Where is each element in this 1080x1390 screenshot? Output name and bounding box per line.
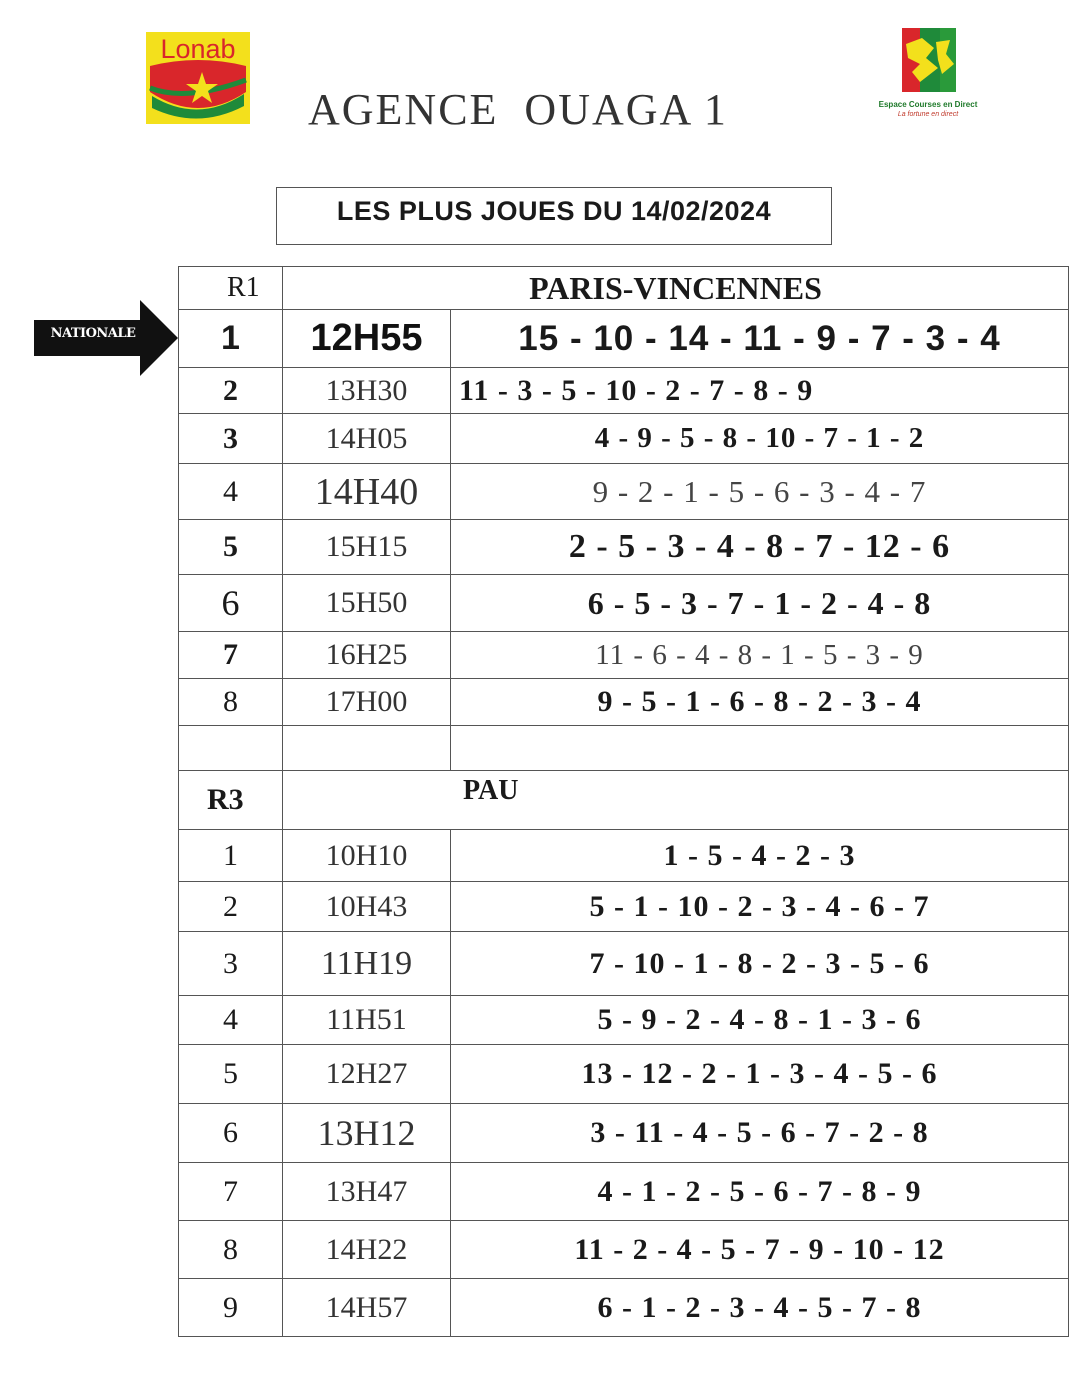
reunion-header-r1 (179, 267, 1069, 310)
race-time: 10H10 (283, 830, 451, 882)
nationale-label: NATIONALE (50, 326, 136, 341)
results-table (178, 266, 1069, 1337)
race-combination: 4 - 1 - 2 - 5 - 6 - 7 - 8 - 9 (451, 1163, 1069, 1221)
race-time: 14H05 (283, 414, 451, 464)
race-combination: 9 - 2 - 1 - 5 - 6 - 3 - 4 - 7 (451, 464, 1069, 520)
table-row (179, 464, 1069, 520)
race-number: 7 (179, 632, 283, 679)
espace-courses-tagline: La fortune en direct (897, 111, 959, 118)
race-combination: 11 - 6 - 4 - 8 - 1 - 5 - 3 - 9 (451, 632, 1069, 679)
reunion-label: R3 (179, 771, 283, 830)
race-combination: 5 - 9 - 2 - 4 - 8 - 1 - 3 - 6 (451, 996, 1069, 1045)
race-combination: 5 - 1 - 10 - 2 - 3 - 4 - 6 - 7 (451, 882, 1069, 932)
race-time: 13H47 (283, 1163, 451, 1221)
table-row (179, 368, 1069, 414)
agency-title: AGENCE OUAGA 1 (308, 85, 728, 134)
table-row (179, 1104, 1069, 1163)
race-number: 4 (179, 464, 283, 520)
reunion-header-r3 (179, 771, 1069, 830)
race-combination: 1 - 5 - 4 - 2 - 3 (451, 830, 1069, 882)
race-number: 6 (179, 1104, 283, 1163)
table-row (179, 996, 1069, 1045)
race-time: 10H43 (283, 882, 451, 932)
race-number: 2 (179, 368, 283, 414)
race-combination: 9 - 5 - 1 - 6 - 8 - 2 - 3 - 4 (451, 679, 1069, 726)
track-name: PARIS-VINCENNES (283, 267, 1069, 310)
blank-row (179, 726, 1069, 771)
table-row (179, 1221, 1069, 1279)
race-time: 14H40 (283, 464, 451, 520)
race-number: 7 (179, 1163, 283, 1221)
table-row (179, 679, 1069, 726)
race-time: 12H27 (283, 1045, 451, 1104)
table-row (179, 1045, 1069, 1104)
table-row (179, 414, 1069, 464)
race-number: 9 (179, 1279, 283, 1337)
table-row (179, 575, 1069, 632)
blank-cell (451, 726, 1069, 771)
race-time: 15H50 (283, 575, 451, 632)
espace-courses-logo (876, 24, 980, 124)
table-row (179, 520, 1069, 575)
race-time: 12H55 (283, 310, 451, 368)
lonab-logo (146, 32, 250, 124)
race-combination: 7 - 10 - 1 - 8 - 2 - 3 - 5 - 6 (451, 932, 1069, 996)
table-row (179, 932, 1069, 996)
race-time: 17H00 (283, 679, 451, 726)
race-number: 5 (179, 1045, 283, 1104)
race-combination: 3 - 11 - 4 - 5 - 6 - 7 - 2 - 8 (451, 1104, 1069, 1163)
race-combination: 6 - 5 - 3 - 7 - 1 - 2 - 4 - 8 (451, 575, 1069, 632)
espace-courses-logo-icon (876, 24, 980, 100)
race-number: 3 (179, 932, 283, 996)
race-number: 6 (179, 575, 283, 632)
race-time: 15H15 (283, 520, 451, 575)
blank-cell (283, 726, 451, 771)
race-combination: 15 - 10 - 14 - 11 - 9 - 7 - 3 - 4 (451, 310, 1069, 368)
espace-courses-caption: Espace Courses en Direct (878, 100, 978, 109)
race-number: 5 (179, 520, 283, 575)
table-row (179, 632, 1069, 679)
race-time: 11H19 (283, 932, 451, 996)
race-combination: 4 - 9 - 5 - 8 - 10 - 7 - 1 - 2 (451, 414, 1069, 464)
race-combination: 6 - 1 - 2 - 3 - 4 - 5 - 7 - 8 (451, 1279, 1069, 1337)
blank-cell (179, 726, 283, 771)
race-number: 8 (179, 1221, 283, 1279)
race-combination: 2 - 5 - 3 - 4 - 8 - 7 - 12 - 6 (451, 520, 1069, 575)
table-row (179, 1279, 1069, 1337)
race-number: 3 (179, 414, 283, 464)
race-combination: 11 - 3 - 5 - 10 - 2 - 7 - 8 - 9 (451, 368, 1069, 414)
race-combination: 11 - 2 - 4 - 5 - 7 - 9 - 10 - 12 (451, 1221, 1069, 1279)
race-number: 4 (179, 996, 283, 1045)
track-name: PAU (283, 771, 1069, 830)
race-time: 14H57 (283, 1279, 451, 1337)
race-time: 11H51 (283, 996, 451, 1045)
table-row (179, 1163, 1069, 1221)
race-number: 1 (179, 830, 283, 882)
lonab-logo-text: Lonab (160, 34, 236, 64)
race-time: 13H30 (283, 368, 451, 414)
table-row (179, 882, 1069, 932)
page-title: LES PLUS JOUES DU 14/02/2024 (276, 187, 832, 245)
race-combination: 13 - 12 - 2 - 1 - 3 - 4 - 5 - 6 (451, 1045, 1069, 1104)
race-number: 2 (179, 882, 283, 932)
table-row (179, 830, 1069, 882)
reunion-label: R1 (179, 267, 283, 310)
nationale-badge (34, 300, 178, 376)
race-time: 13H12 (283, 1104, 451, 1163)
race-number: 8 (179, 679, 283, 726)
table-row (179, 310, 1069, 368)
race-time: 16H25 (283, 632, 451, 679)
race-number: 1 (179, 310, 283, 368)
race-time: 14H22 (283, 1221, 451, 1279)
